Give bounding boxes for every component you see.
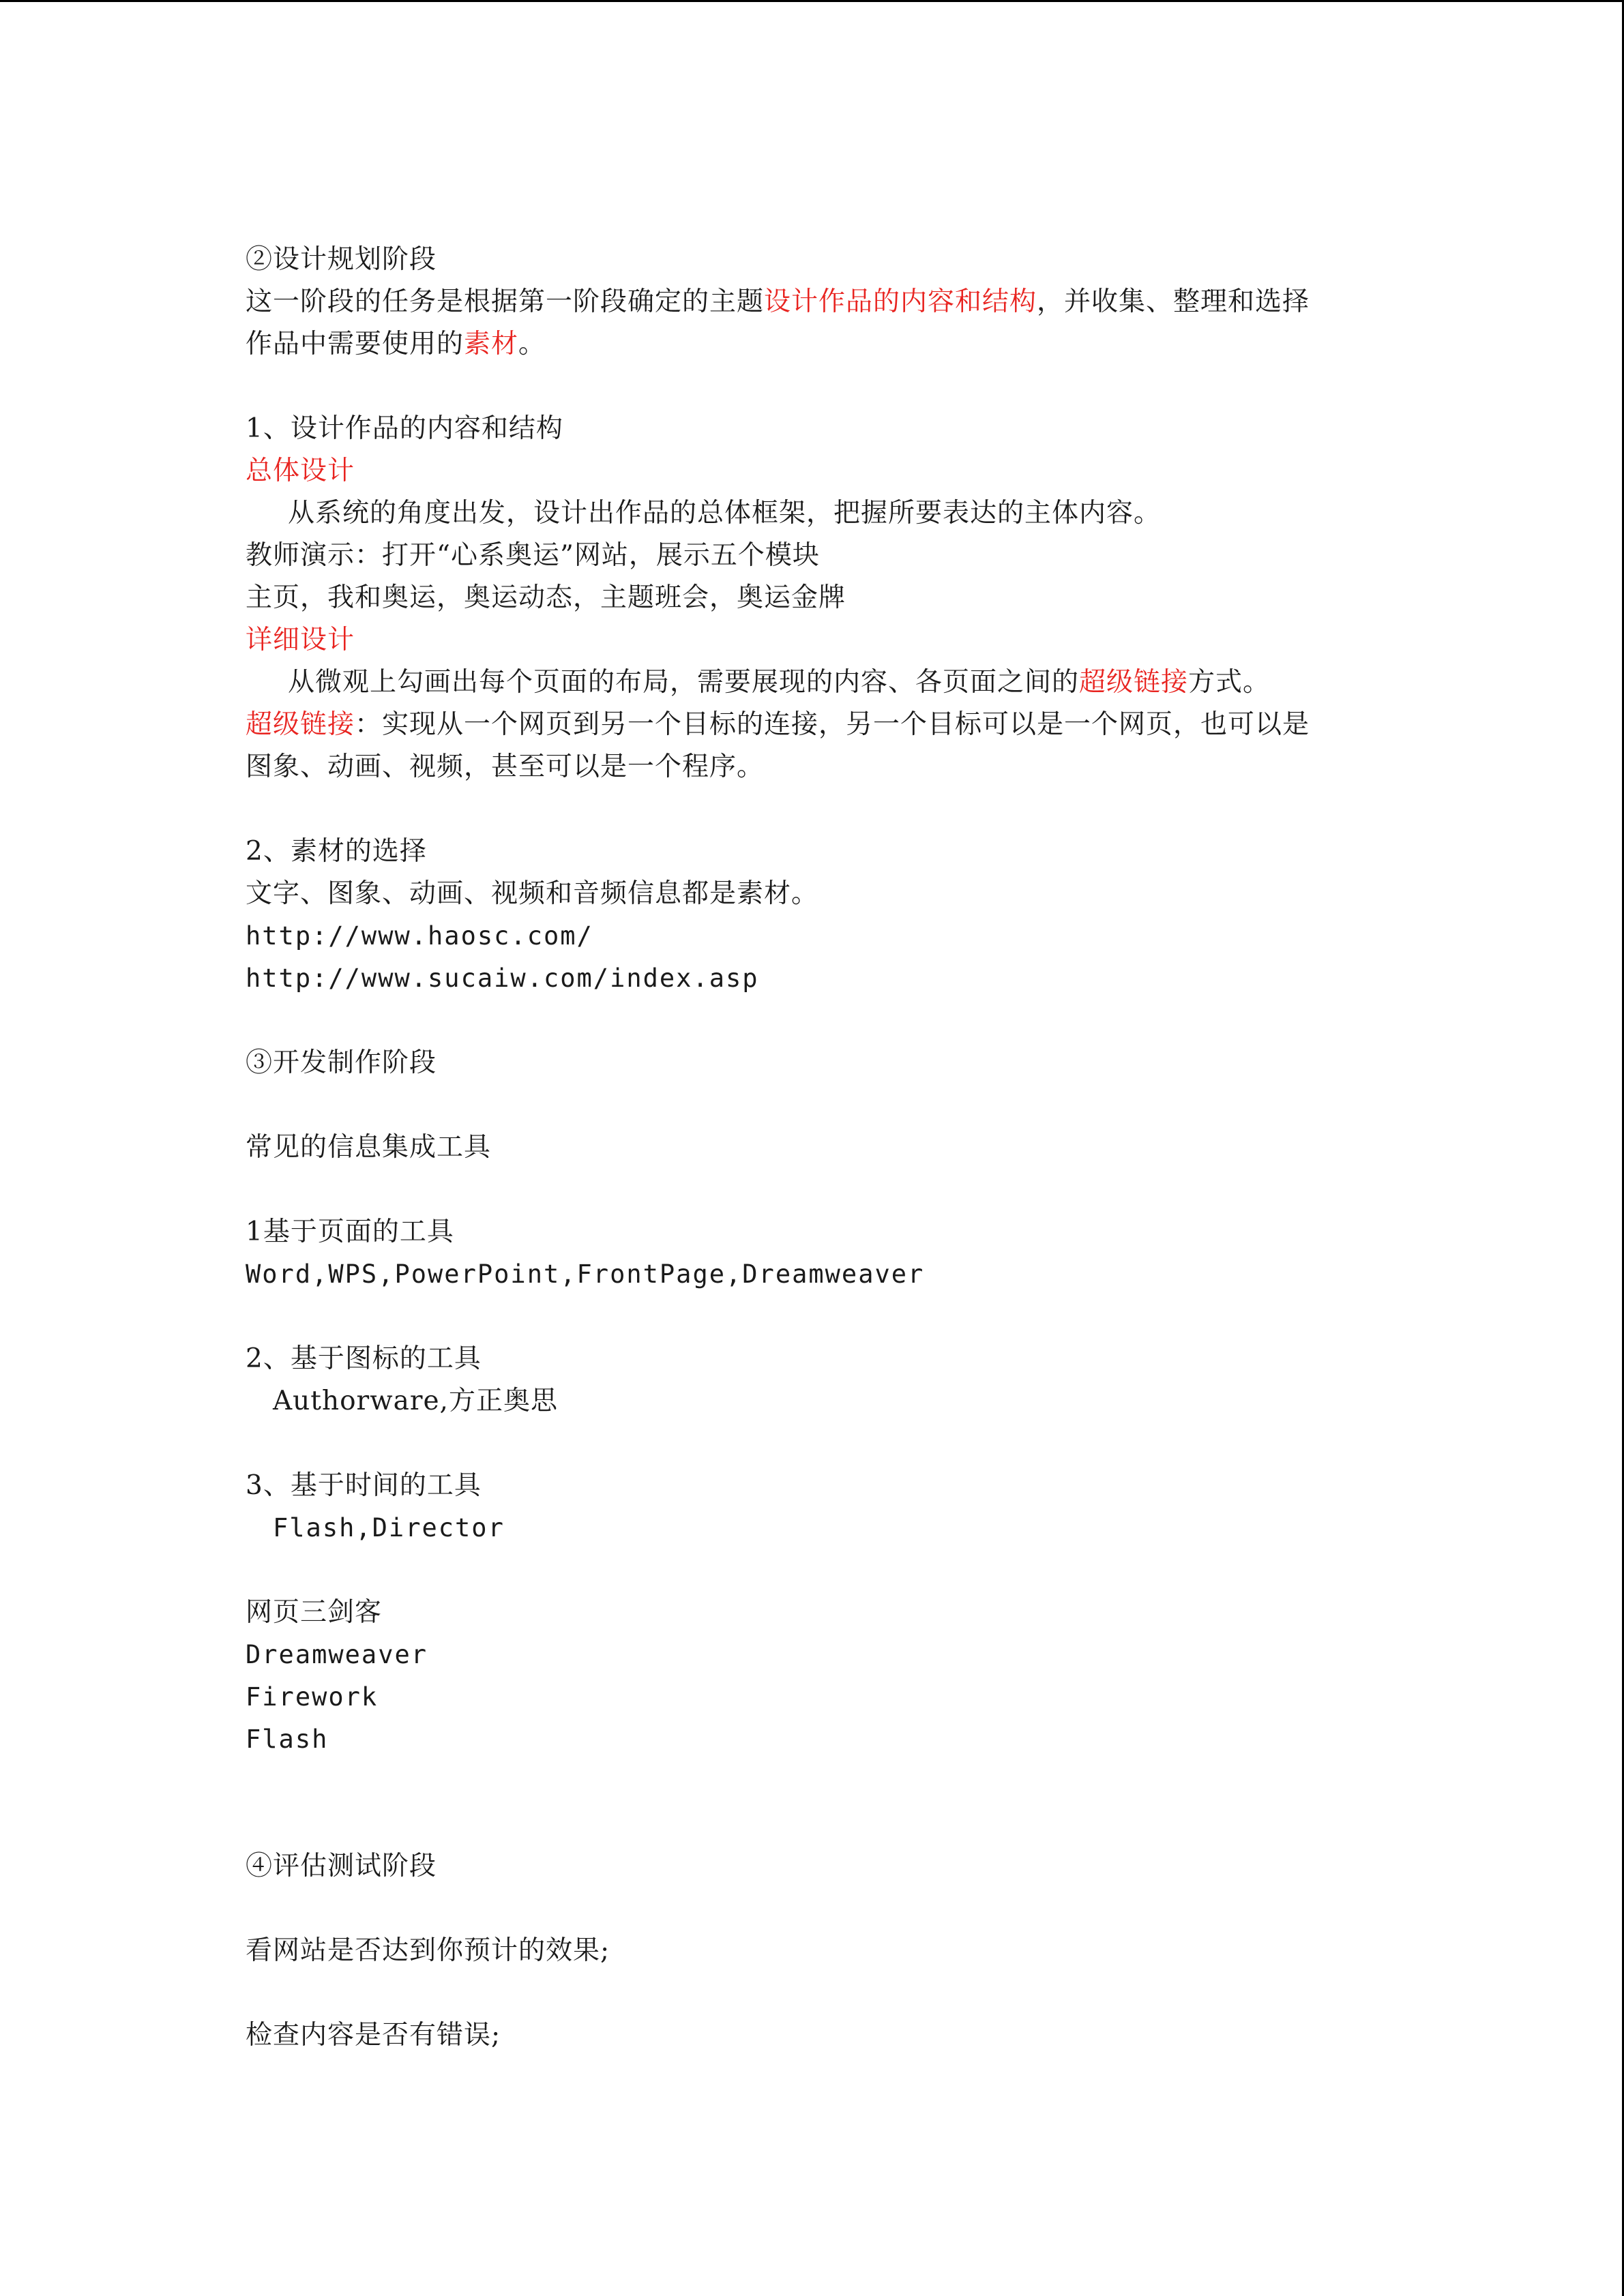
tool3-list-text: Flash,Director [273,1513,505,1542]
stage2-heading-text: ②设计规划阶段 [246,244,437,275]
section1-heading [246,408,563,450]
hyperlink-term: 超级链接 [246,709,355,740]
teacher-demo [246,535,820,577]
section1-heading-text: 1、设计作品的内容和结构 [246,413,563,444]
material-url-1[interactable] [246,915,593,957]
hyperlink-definition-line1 [246,704,1310,746]
intro-highlight-design: 设计作品的内容和结构 [764,286,1037,317]
overall-design-title [246,450,355,492]
tool2-list-text: Authorware,方正奥思 [273,1386,558,1416]
trio-item-1 [246,1634,428,1676]
detail-design-desc-tail: 方式。 [1188,667,1271,698]
check-item-2-text: 检查内容是否有错误; [246,2020,501,2051]
tool1-title-text: 1基于页面的工具 [246,1217,454,1247]
teacher-demo-text: 教师演示：打开“心系奥运”网站，展示五个模块 [246,540,820,571]
overall-design-desc-text: 从系统的角度出发，设计出作品的总体框架，把握所要表达的主体内容。 [288,498,1162,528]
module-list [246,577,846,619]
detail-design-desc-text: 从微观上勾画出每个页面的布局，需要展现的内容、各页面之间的 [288,667,1080,698]
trio-title-text: 网页三剑客 [246,1597,383,1628]
tool2-title-text: 2、基于图标的工具 [246,1343,482,1374]
stage2-heading [246,239,437,281]
intro-highlight-material: 素材 [464,329,519,359]
detail-design-title [246,619,355,661]
intro-text: 作品中需要使用的 [246,329,464,359]
tool1-list [246,1253,924,1296]
section2-desc-text: 文字、图象、动画、视频和音频信息都是素材。 [246,878,819,909]
check-item-1 [246,1930,610,1972]
stage4-heading-text: ④评估测试阶段 [246,1851,437,1881]
material-url-2[interactable] [246,957,759,1000]
trio-item-2 [246,1676,378,1718]
tools-title [246,1127,491,1169]
intro-text: 这一阶段的任务是根据第一阶段确定的主题 [246,286,765,317]
material-url-2-text[interactable]: http://www.sucaiw.com/index.asp [246,964,759,993]
tool2-title [246,1338,482,1380]
stage4-heading [246,1845,437,1888]
trio-item-3-text: Flash [246,1725,329,1754]
tool3-title-text: 3、基于时间的工具 [246,1470,482,1501]
detail-design-title-text: 详细设计 [246,625,355,655]
top-border-rule [0,0,1624,2]
tool3-title [246,1465,482,1507]
overall-design-desc [246,492,1161,535]
trio-item-1-text: Dreamweaver [246,1640,428,1669]
overall-design-title-text: 总体设计 [246,456,355,486]
detail-design-desc [246,661,1270,704]
intro-text-tail: ，并收集、整理和选择 [1037,286,1310,317]
tools-title-text: 常见的信息集成工具 [246,1132,492,1163]
stage2-intro-line2 [246,323,546,366]
hyperlink-definition-text: 图象、动画、视频，甚至可以是一个程序。 [246,751,765,782]
trio-item-3 [246,1718,328,1761]
check-item-2 [246,2014,501,2057]
material-url-1-text[interactable]: http://www.haosc.com/ [246,921,593,951]
stage3-heading-text: ③开发制作阶段 [246,1047,437,1078]
section2-desc [246,873,818,915]
tool2-list [246,1380,558,1422]
intro-text-end: 。 [518,329,546,359]
section2-heading [246,831,427,873]
stage2-intro-line1 [246,281,1310,323]
tool1-list-text: Word,WPS,PowerPoint,FrontPage,Dreamweaver [246,1259,925,1289]
check-item-1-text: 看网站是否达到你预计的效果; [246,1935,610,1966]
trio-title [246,1592,382,1634]
tool1-title [246,1211,454,1253]
tool3-list [246,1507,505,1549]
module-list-text: 主页，我和奥运，奥运动态，主题班会，奥运金牌 [246,582,846,613]
stage3-heading [246,1042,437,1084]
hyperlink-definition-line2 [246,746,764,788]
section2-heading-text: 2、素材的选择 [246,836,427,867]
hyperlink-definition-text: ：实现从一个网页到另一个目标的连接，另一个目标可以是一个网页，也可以是 [355,709,1310,740]
trio-item-2-text: Firework [246,1682,379,1712]
detail-hyperlink-highlight: 超级链接 [1079,667,1189,698]
